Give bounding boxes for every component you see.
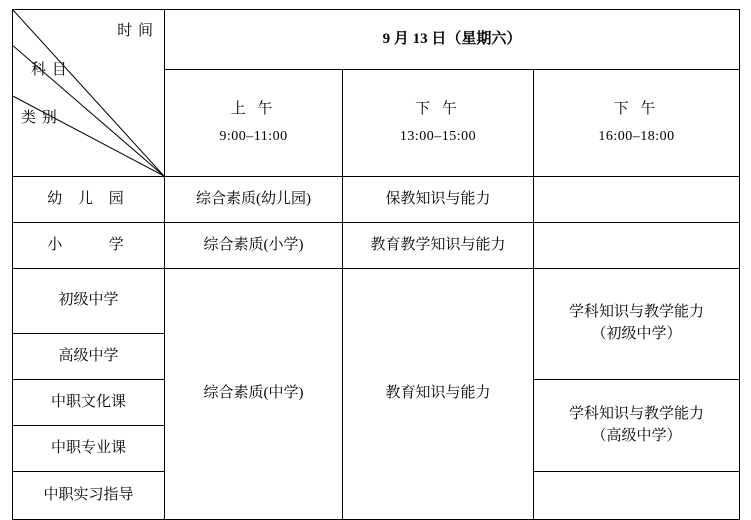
subject-internship-afternoon-2 — [534, 472, 740, 520]
session-name-afternoon-2: 下 午 — [613, 100, 660, 117]
exam-schedule-table — [12, 9, 740, 520]
subject-junior-afternoon-2-line2: （初级中学） — [591, 326, 682, 342]
session-name-afternoon-1: 下 午 — [415, 100, 461, 117]
category-kindergarten: 幼 儿 园 — [13, 177, 165, 223]
corner-diagonal-header — [13, 10, 165, 177]
subject-kindergarten-afternoon-1: 保教知识与能力 — [343, 177, 534, 223]
subject-junior-afternoon-2-line1: 学科知识与教学能力 — [569, 304, 705, 321]
subject-senior-afternoon-2-line2: （高级中学） — [591, 427, 682, 444]
subject-primary-afternoon-1: 教育教学知识与能力 — [343, 223, 534, 269]
subject-primary-afternoon-2 — [534, 223, 740, 269]
session-time-afternoon-2: 16:00–18:00 — [598, 128, 675, 144]
session-header-morning — [165, 70, 343, 177]
subject-junior-afternoon-2 — [534, 269, 740, 380]
exam-date-header: 9 月 13 日（星期六） — [165, 10, 740, 70]
category-senior-secondary: 高级中学 — [13, 334, 165, 380]
table-row — [13, 177, 740, 223]
subject-senior-afternoon-2 — [534, 380, 740, 472]
session-time-afternoon-1: 13:00–15:00 — [399, 128, 477, 144]
category-primary: 小 学 — [13, 223, 165, 269]
subject-senior-afternoon-2-line1: 学科知识与教学能力 — [569, 405, 705, 422]
subject-secondary-afternoon-1: 教育知识与能力 — [343, 269, 534, 520]
category-vocational-internship: 中职实习指导 — [13, 472, 165, 520]
session-time-morning: 9:00–11:00 — [219, 128, 288, 144]
corner-time-label: 时 间 — [117, 23, 154, 39]
subject-kindergarten-afternoon-2 — [534, 177, 740, 223]
table-header-row-date — [13, 10, 740, 70]
session-header-afternoon-2 — [534, 70, 740, 177]
session-header-afternoon-1 — [343, 70, 534, 177]
subject-primary-morning: 综合素质(小学) — [165, 223, 343, 269]
subject-secondary-morning: 综合素质(中学) — [165, 269, 343, 520]
corner-subject-label: 科 目 — [31, 62, 68, 78]
category-junior-secondary: 初级中学 — [13, 269, 165, 334]
table-row — [13, 269, 740, 334]
corner-class-label: 类 别 — [21, 110, 58, 126]
subject-kindergarten-morning: 综合素质(幼儿园) — [165, 177, 343, 223]
category-vocational-major: 中职专业课 — [13, 426, 165, 472]
category-vocational-culture: 中职文化课 — [13, 380, 165, 426]
session-name-morning: 上 午 — [230, 100, 277, 117]
table-row — [13, 223, 740, 269]
